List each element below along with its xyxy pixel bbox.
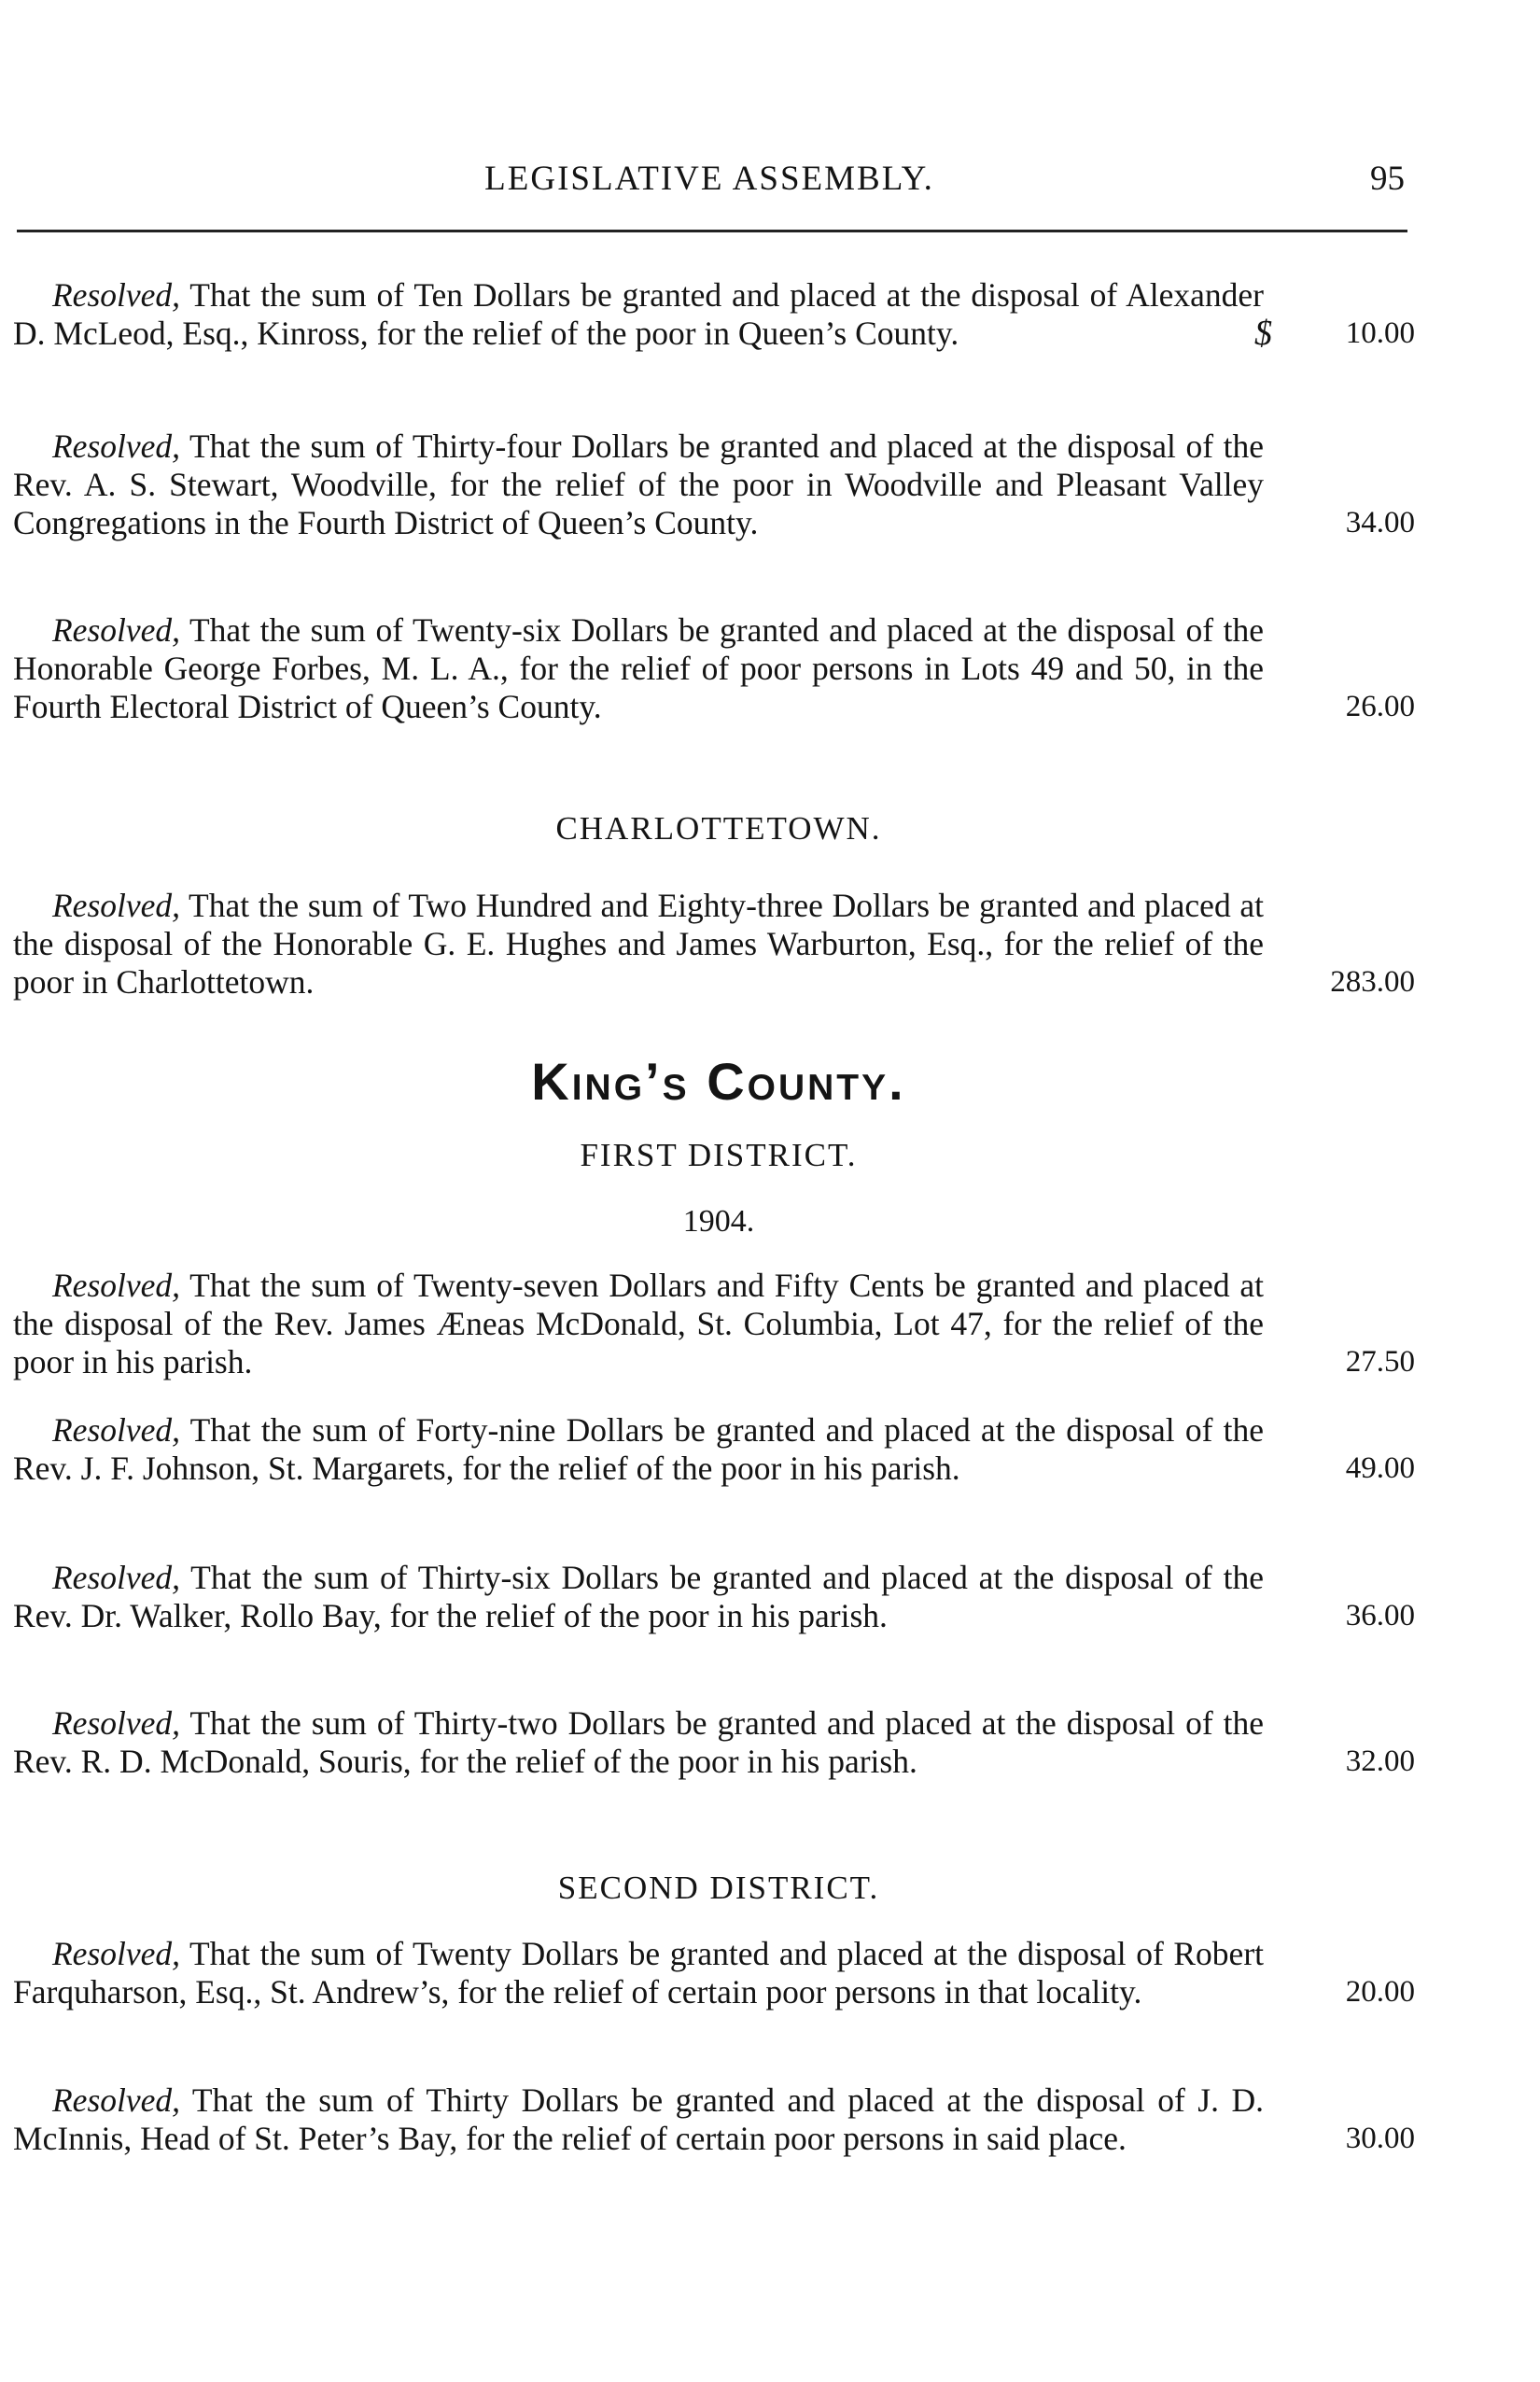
running-header-title: LEGISLATIVE ASSEMBLY. — [484, 160, 934, 198]
resolution-body: That the sum of Ten Dollars be granted and placed at the disposal of Alexander D. McLeod, Esq., Kinross, for the relief of the poor in Queen’s County. — [13, 276, 1264, 352]
page-number: 95 — [1370, 160, 1405, 198]
resolution-text — [13, 887, 1264, 1002]
resolution-body: That the sum of Twenty Dollars be granted and placed at the disposal of Robert Farquharson, Esq., St. Andrew’s, for the relief of certain poor persons in that locality. — [13, 1935, 1264, 2011]
section-heading-first-district: FIRST DISTRICT. — [580, 1137, 858, 1173]
resolved-lead: Resolved, — [52, 887, 181, 924]
resolution-amount: 10.00 — [1345, 316, 1415, 350]
resolved-lead: Resolved, — [52, 1267, 181, 1304]
resolution-body: That the sum of Two Hundred and Eighty-three Dollars be granted and placed at the disposal of the Honorable G. E. Hughes and James Warburton, Esq., for the relief of the poor in Charlottetown. — [13, 887, 1264, 1001]
section-heading-charlottetown: CHARLOTTETOWN. — [555, 810, 882, 847]
resolved-lead: Resolved, — [52, 1935, 181, 1972]
resolution-amount: 49.00 — [1345, 1451, 1415, 1485]
resolution-text — [13, 1935, 1264, 2011]
resolution-text — [13, 2081, 1264, 2158]
resolution-entry — [13, 1411, 1422, 1488]
resolution-entry — [13, 1267, 1422, 1381]
resolution-entry — [13, 1559, 1422, 1635]
resolution-body: That the sum of Twenty-seven Dollars and Fifty Cents be granted and placed at the disposal of the Rev. James Æneas McDonald, St. Columbia, Lot 47, for the relief of the poor in his parish. — [13, 1267, 1264, 1380]
resolution-entry — [13, 611, 1422, 726]
resolution-amount: 30.00 — [1345, 2122, 1415, 2155]
county-heading: King’s County. — [531, 1052, 906, 1111]
resolution-entry — [13, 2081, 1422, 2158]
resolution-entry — [13, 1935, 1422, 2011]
resolved-lead: Resolved, — [52, 1559, 181, 1596]
resolution-body: That the sum of Thirty Dollars be granted and placed at the disposal of J. D. McInnis, Head of St. Peter’s Bay, for the relief of certain poor persons in said place. — [13, 2081, 1264, 2157]
resolution-body: That the sum of Twenty-six Dollars be granted and placed at the disposal of the Honorable George Forbes, M. L. A., for the relief of poor persons in Lots 49 and 50, in the Fourth Electoral District of Queen’s County. — [13, 611, 1264, 725]
year-label: 1904. — [682, 1204, 755, 1239]
resolution-text — [13, 1704, 1264, 1781]
resolved-lead: Resolved, — [52, 611, 181, 649]
resolved-lead: Resolved, — [52, 1704, 181, 1742]
resolution-body: That the sum of Thirty-six Dollars be granted and placed at the disposal of the Rev. Dr. Walker, Rollo Bay, for the relief of the poor in his parish. — [13, 1559, 1264, 1634]
header-rule — [17, 230, 1407, 232]
resolution-amount: 36.00 — [1345, 1599, 1415, 1632]
resolved-lead: Resolved, — [52, 1411, 181, 1449]
resolution-text — [13, 427, 1264, 542]
resolution-amount: 283.00 — [1330, 965, 1415, 999]
resolution-amount: 32.00 — [1345, 1744, 1415, 1778]
resolution-amount: 26.00 — [1345, 690, 1415, 723]
resolution-entry — [13, 887, 1422, 1002]
resolution-text — [13, 1267, 1264, 1381]
resolved-lead: Resolved, — [52, 276, 181, 314]
resolution-amount: 20.00 — [1345, 1975, 1415, 2009]
resolution-entry — [13, 427, 1422, 542]
resolution-entry — [13, 1704, 1422, 1781]
resolution-text — [13, 1559, 1264, 1635]
resolution-body: That the sum of Thirty-two Dollars be granted and placed at the disposal of the Rev. R. D. McDonald, Souris, for the relief of the poor in his parish. — [13, 1704, 1264, 1780]
resolved-lead: Resolved, — [52, 427, 181, 465]
resolution-text — [13, 276, 1264, 353]
resolution-entry — [13, 276, 1422, 353]
resolution-text — [13, 611, 1264, 726]
resolution-body: That the sum of Forty-nine Dollars be granted and placed at the disposal of the Rev. J. F. Johnson, St. Margarets, for the relief of the poor in his parish. — [13, 1411, 1264, 1487]
resolved-lead: Resolved, — [52, 2081, 181, 2119]
resolution-amount: 34.00 — [1345, 506, 1415, 539]
resolution-amount: 27.50 — [1345, 1345, 1415, 1379]
section-heading-second-district: SECOND DISTRICT. — [557, 1870, 880, 1906]
resolution-body: That the sum of Thirty-four Dollars be granted and placed at the disposal of the Rev. A. S. Stewart, Woodville, for the relief of the poor in Woodville and Pleasant Valley Congregations in the Fourth District of Queen’s County. — [13, 427, 1264, 541]
currency-symbol: $ — [1254, 314, 1272, 353]
resolution-text — [13, 1411, 1264, 1488]
